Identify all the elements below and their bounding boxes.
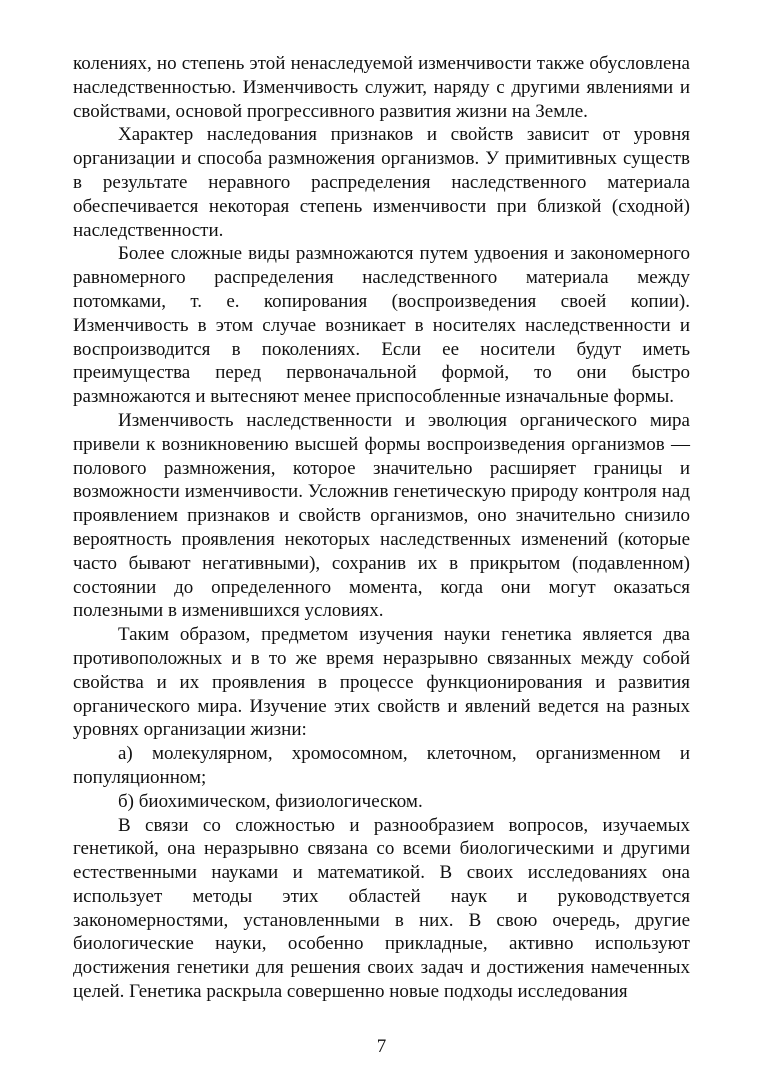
- paragraph-1: колениях, но степень этой ненаследуемой изменчивости также обусловлена наследственностью. Изменчивость служит, наряду с другими явлениями и свойствами, основой прогрессивного развития жизни на Земле.: [73, 53, 690, 122]
- list-item-b: б) биохимическом, физиологическом.: [118, 790, 423, 812]
- paragraph-5: Таким образом, предметом изучения науки генетика является два противоположных и в то же время неразрывно связанных между собой свойства и их проявления в процессе функционирования и развития органического мира. Изучение этих свойств и явлений ведется на разных уровнях организации жизни:: [73, 624, 690, 741]
- paragraph-6: В связи со сложностью и разнообразием вопросов, изучаемых генетикой, она неразрывно связана со всеми биологическими и другими естественными науками и математикой. В своих исследованиях она использует методы этих областей наук и руководствуется закономерностями, установленными в них. В свою очередь, другие биологические науки, особенно прикладные, активно используют достижения генетики для решения своих задач и достижения намеченных целей. Генетика раскрыла совершенно новые подходы исследования: [73, 814, 690, 1003]
- page-number: 7: [376, 1036, 387, 1057]
- page-body: [73, 52, 690, 1004]
- paragraph-2: Характер наследования признаков и свойств зависит от уровня организации и способа размножения организмов. У примитивных существ в результате неравного распределения наследственного материала обеспечивается некоторая степень изменчивости при близкой (сходной) наследственности.: [73, 124, 690, 241]
- list-item-a: а) молекулярном, хромосомном, клеточном, организменном и популяционном;: [73, 743, 690, 788]
- paragraph-4: Изменчивость наследственности и эволюция органического мира привели к возникновению высшей формы воспроизведения организмов — полового размножения, которое значительно расширяет границы и возможности изменчивости. Усложнив генетическую природу контроля над проявлением признаков и свойств организмов, оно значительно снизило вероятность проявления некоторых наследственных изменений (которые часто бывают негативными), сохранив их в прикрытом (подавленном) состоянии до определенного момента, когда они могут оказаться полезными в изменившихся условиях.: [73, 409, 690, 622]
- paragraph-3: Более сложные виды размножаются путем удвоения и закономерного равномерного распределения наследственного материала между потомками, т. е. копирования (воспроизведения своей копии). Изменчивость в этом случае возникает в носителях наследственности и воспроизводится в поколениях. Если ее носители будут иметь преимущества перед первоначальной формой, то они быстро размножаются и вытесняют менее приспособленные изначальные формы.: [73, 243, 690, 408]
